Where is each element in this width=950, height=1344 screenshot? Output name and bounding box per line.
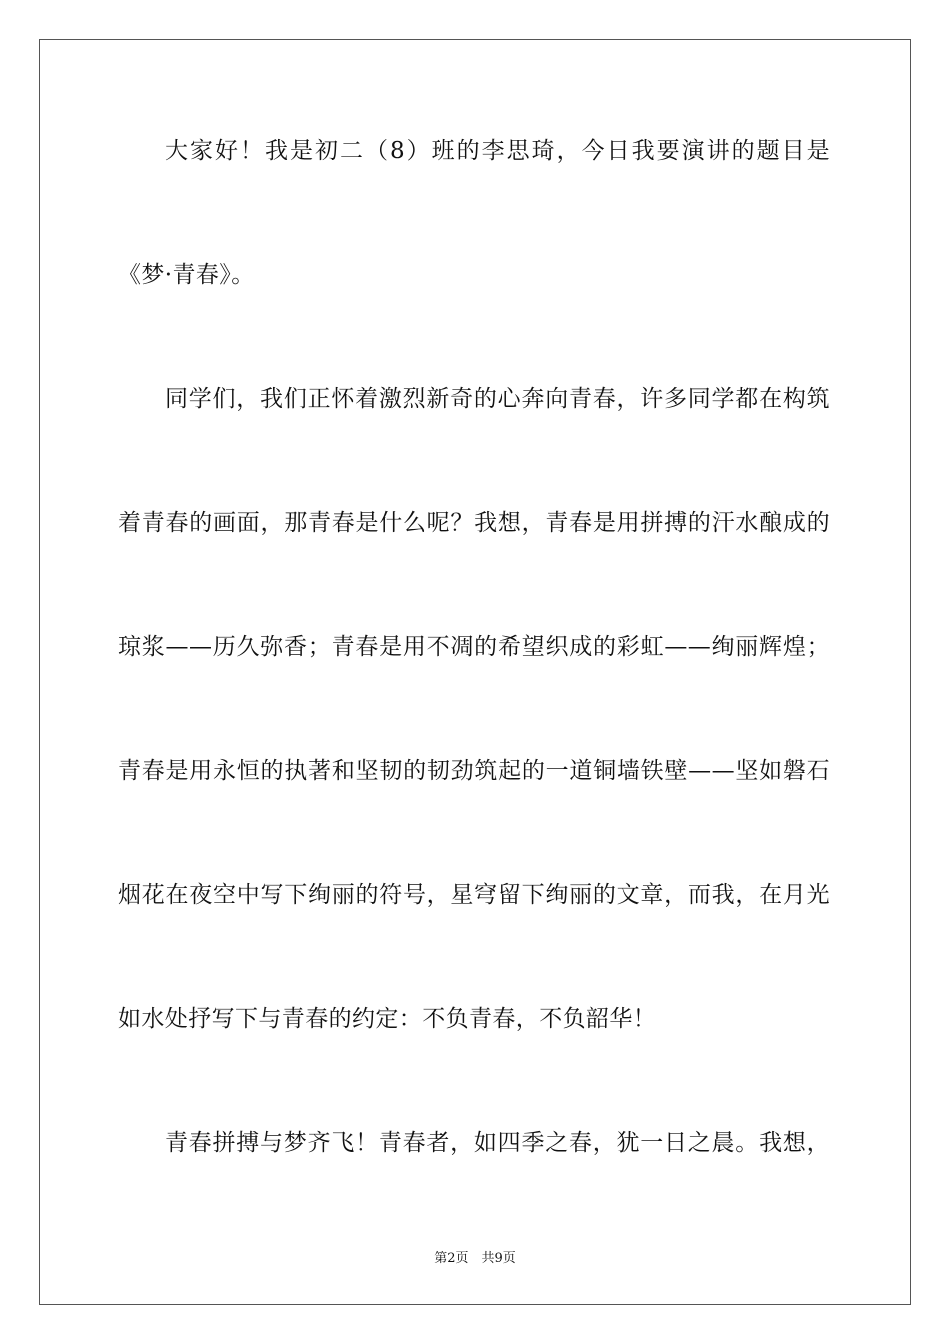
page-frame — [39, 39, 911, 1305]
text-line-4: 着青春的画面，那青春是什么呢？我想，青春是用拼搏的汗水酿成的 — [118, 510, 830, 536]
page-number-footer: 第2页 共9页 — [434, 1251, 516, 1266]
text-line-5: 琼浆——历久弥香；青春是用不凋的希望织成的彩虹——绚丽辉煌； — [118, 634, 830, 660]
text-line-9: 青春拼搏与梦齐飞！青春者，如四季之春，犹一日之晨。我想， — [165, 1130, 830, 1156]
text-line-6: 青春是用永恒的执著和坚韧的韧劲筑起的一道铜墙铁壁——坚如磐石 — [118, 758, 830, 784]
text-line-3: 同学们，我们正怀着激烈新奇的心奔向青春，许多同学都在构筑 — [165, 386, 830, 412]
text-line-2: 《梦·青春》。 — [118, 262, 255, 288]
text-line-7: 烟花在夜空中写下绚丽的符号，星穹留下绚丽的文章，而我，在月光 — [118, 882, 830, 908]
text-line-8: 如水处抒写下与青春的约定：不负青春，不负韶华！ — [118, 1006, 657, 1032]
text-line-1: 大家好！我是初二（8）班的李思琦，今日我要演讲的题目是 — [165, 138, 830, 164]
